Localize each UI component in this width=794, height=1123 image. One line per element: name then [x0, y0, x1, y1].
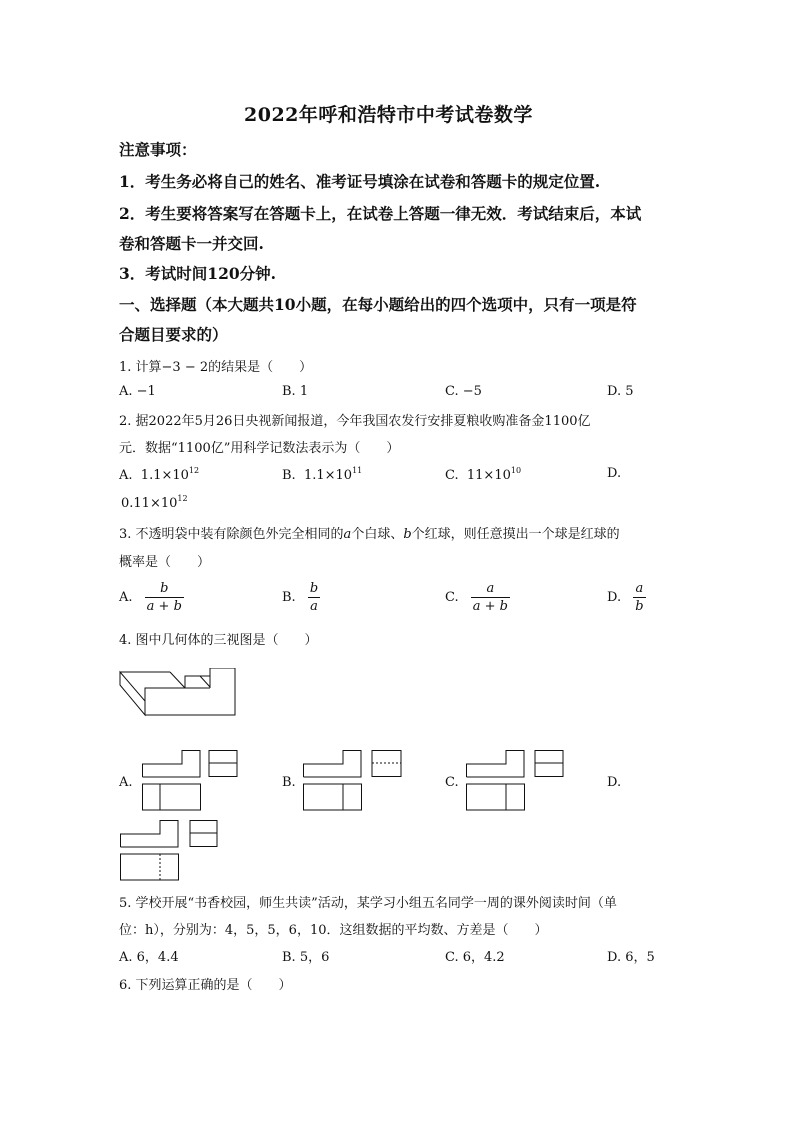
q3-option-a — [119, 580, 184, 615]
q6-stem: 6. 下列运算正确的是（ ） — [119, 978, 292, 993]
q2-option-c — [445, 466, 521, 483]
q5-option-b: B. 5，6 — [282, 950, 330, 965]
q2-option-d — [121, 494, 188, 511]
q3-option-a-num: b — [145, 580, 184, 598]
q4-option-c-label: C. — [445, 775, 459, 790]
q2-option-b-label: B. — [282, 468, 296, 483]
q2-option-b — [282, 466, 362, 483]
section-heading-line2: 合题目要求的） — [119, 325, 228, 344]
notice-heading: 注意事项： — [119, 140, 197, 159]
notice-item-2-cont: 卷和答题卡一并交回. — [119, 234, 264, 253]
q4-solid-figure — [118, 668, 240, 720]
q4-option-b-figure — [303, 750, 403, 812]
q2-option-d-base: 0.11×10 — [121, 496, 178, 511]
q3-option-b-label: B. — [282, 590, 296, 605]
q3-option-c-num: a — [471, 580, 510, 598]
q4-option-a-figure — [142, 750, 240, 812]
q2-option-a-exp: 12 — [188, 466, 200, 475]
q2-option-c-label: C. — [445, 468, 459, 483]
q2-option-d-label: D. — [607, 466, 622, 481]
q3-option-d — [607, 580, 646, 615]
q2-option-d-exp: 12 — [177, 494, 188, 503]
q3-option-b-den: a — [310, 599, 318, 614]
q1-option-a: A. −1 — [119, 384, 156, 399]
q3-option-a-den: a + b — [146, 599, 182, 614]
q4-option-d-label: D. — [607, 775, 622, 790]
q5-stem-line1: 5. 学校开展“书香校园，师生共读”活动，某学习小组五名同学一周的课外阅读时间（单 — [119, 896, 617, 911]
q3-option-a-fraction — [145, 580, 184, 615]
q4-option-d-figure — [120, 820, 220, 882]
q1-option-d: D. 5 — [607, 384, 634, 399]
q3-stem-line2: 概率是（ ） — [119, 555, 211, 570]
q3-option-d-fraction — [633, 580, 645, 615]
q2-stem-line2: 元．数据“1100亿”用科学记数法表示为（ ） — [119, 441, 400, 456]
q1-option-c: C. −5 — [445, 384, 482, 399]
q1-stem: 1. 计算−3 − 2的结果是（ ） — [119, 360, 313, 375]
q4-stem: 4. 图中几何体的三视图是（ ） — [119, 633, 318, 648]
q2-option-a-base: 1.1×10 — [140, 468, 189, 483]
q2-option-b-base: 1.1×10 — [303, 468, 353, 483]
q3-stem-pre: 3. 不透明袋中装有除颜色外完全相同的 — [119, 527, 344, 542]
page-title: 2022年呼和浩特市中考试卷数学 — [244, 104, 533, 126]
q3-var-b: b — [403, 527, 412, 542]
q3-option-d-den: b — [635, 599, 644, 614]
q3-stem-post: 个红球，则任意摸出一个球是红球的 — [411, 527, 620, 542]
section-heading-line1: 一、选择题（本大题共10小题，在每小题给出的四个选项中，只有一项是符 — [119, 295, 637, 314]
q3-option-d-label: D. — [607, 590, 622, 605]
q2-option-c-exp: 10 — [510, 466, 522, 475]
q4-option-a-label: A. — [119, 775, 133, 790]
q4-option-b-label: B. — [282, 775, 296, 790]
q4-option-c-figure — [466, 750, 566, 812]
notice-item-3: 3．考试时间120分钟. — [119, 264, 277, 283]
q3-option-d-num: a — [633, 580, 645, 598]
q3-option-b-fraction — [308, 580, 320, 615]
q3-option-c — [445, 580, 510, 615]
q2-option-c-base: 11×10 — [466, 468, 511, 483]
q3-option-c-fraction — [471, 580, 510, 615]
q2-stem-line1: 2. 据2022年5月26日央视新闻报道，今年我国农发行安排夏粮收购准备金1100亿 — [119, 414, 591, 429]
notice-item-1: 1．考生务必将自己的姓名、准考证号填涂在试卷和答题卡的规定位置. — [119, 172, 601, 191]
q2-option-b-exp: 11 — [352, 466, 363, 475]
q3-var-a: a — [343, 527, 352, 542]
q3-option-c-den: a + b — [472, 599, 508, 614]
q3-stem-line1 — [119, 523, 620, 542]
q3-stem-mid: 个白球、 — [351, 527, 404, 542]
q2-option-a — [119, 466, 199, 483]
q5-option-d: D. 6，5 — [607, 950, 655, 965]
q3-option-b — [282, 580, 320, 615]
notice-item-2: 2．考生要将答案写在答题卡上，在试卷上答题一律无效．考试结束后，本试 — [119, 204, 642, 223]
q5-stem-line2: 位：h），分别为：4，5，5，6，10．这组数据的平均数、方差是（ ） — [119, 923, 548, 938]
q3-option-b-num: b — [309, 581, 319, 596]
q2-option-a-label: A. — [119, 468, 133, 483]
q1-option-b: B. 1 — [282, 384, 309, 399]
q5-option-c: C. 6，4.2 — [445, 950, 505, 965]
q3-option-a-label: A. — [119, 590, 133, 605]
q5-option-a: A. 6，4.4 — [119, 950, 179, 965]
q3-option-c-label: C. — [445, 590, 459, 605]
